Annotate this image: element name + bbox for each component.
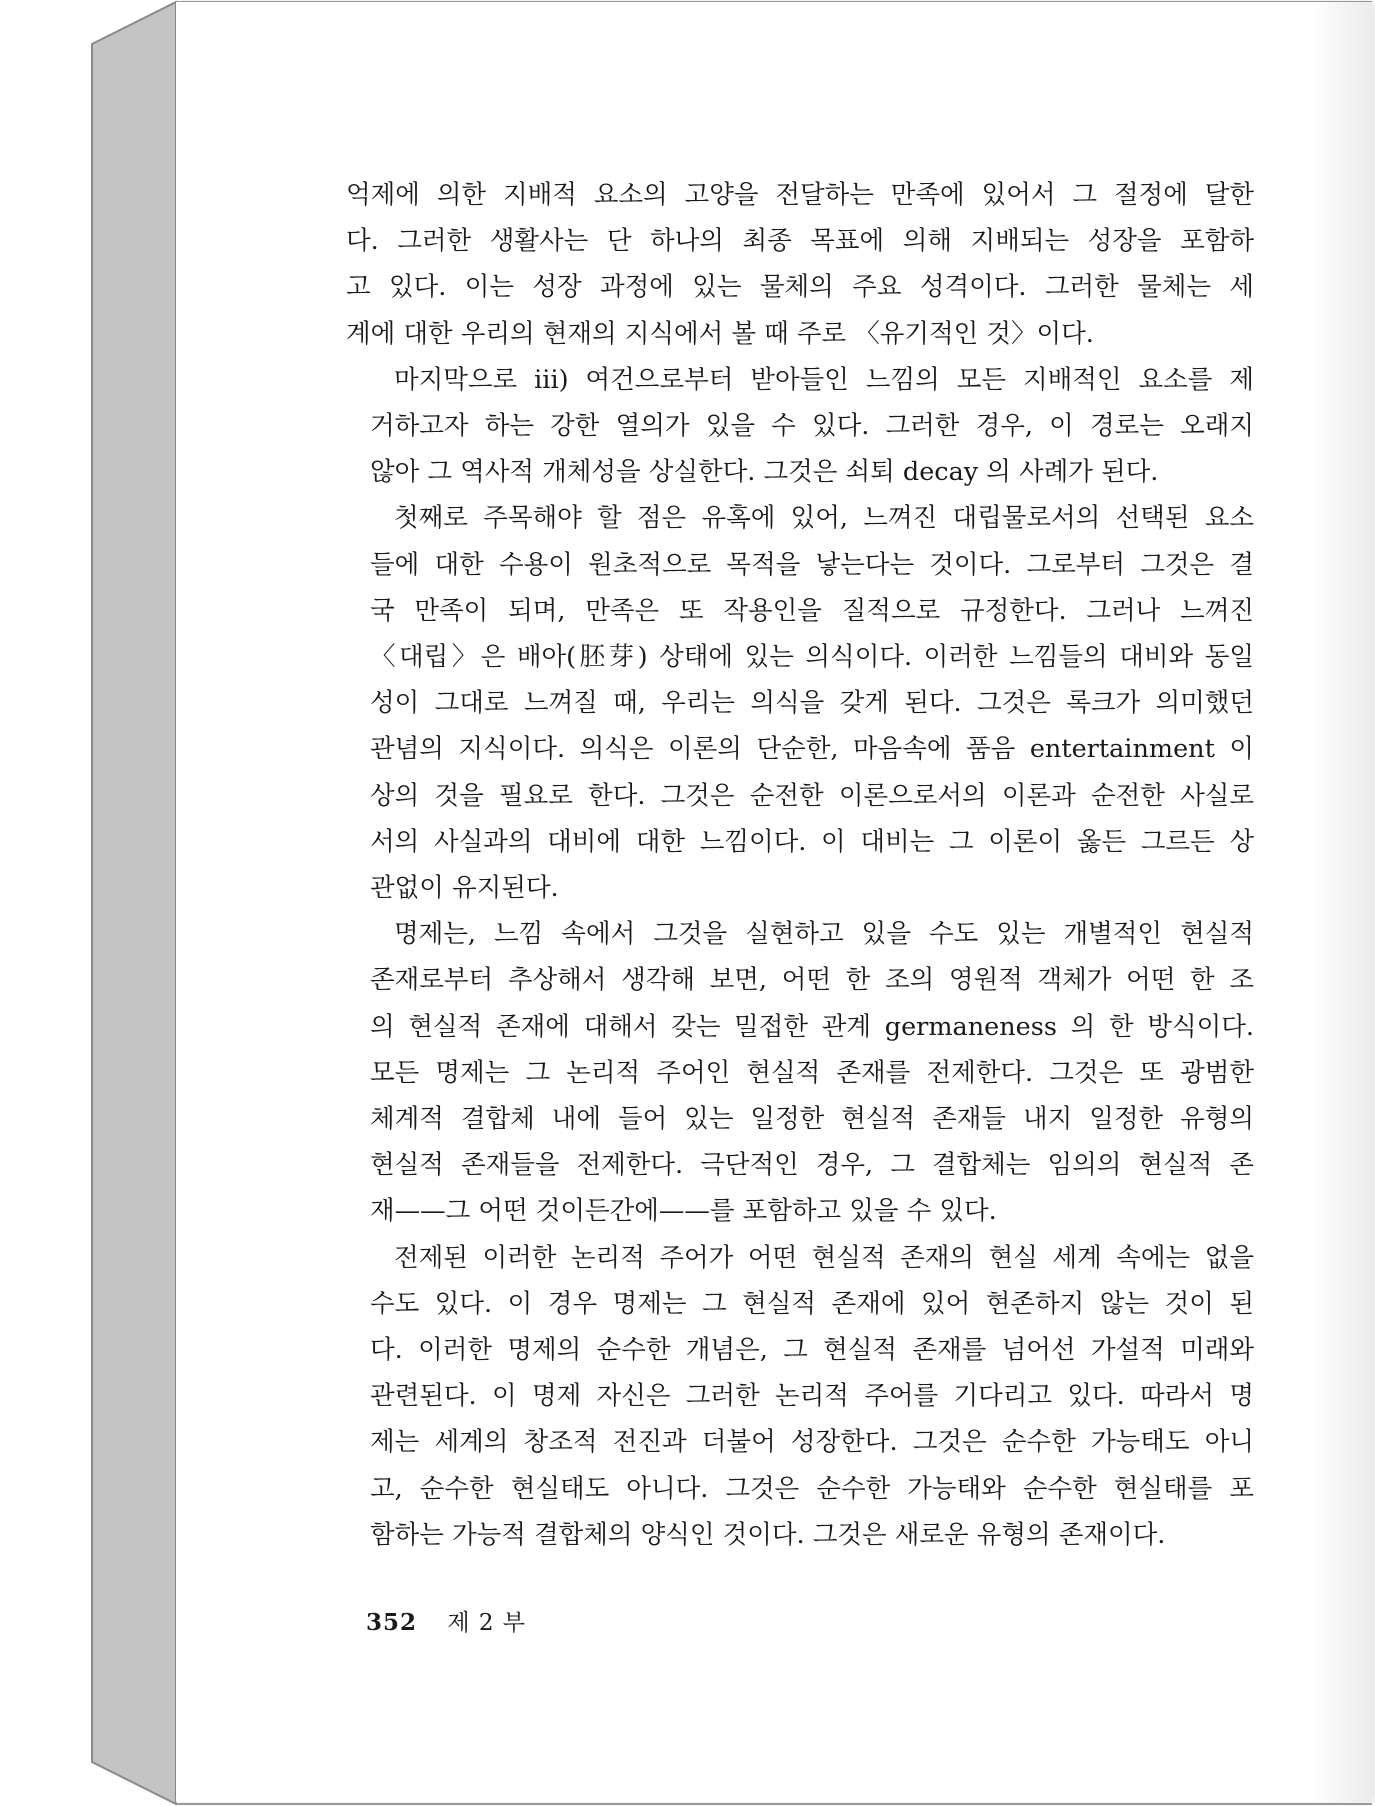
text-line: 의 현실적 존재에 대해서 갖는 밀접한 관계 germaneness 의 한 방식이다. (370, 1011, 1254, 1042)
text-line: 고, 순수한 현실태도 아니다. 그것은 순수한 가능태와 순수한 현실태를 포 (370, 1473, 1254, 1504)
text-line: 함하는 가능적 결합체의 양식인 것이다. 그것은 새로운 유형의 존재이다. (370, 1519, 1166, 1550)
text-line: 현실적 존재들을 전제한다. 극단적인 경우, 그 결합체는 임의의 현실적 존 (370, 1150, 1254, 1181)
book-page (176, 2, 1372, 1802)
text-line: 들에 대한 수용이 원초적으로 목적을 낳는다는 것이다. 그로부터 그것은 결 (370, 549, 1254, 580)
text-line: 계에 대한 우리의 현재의 지식에서 볼 때 주로 〈유기적인 것〉이다. (346, 318, 1094, 349)
page-shade (1312, 2, 1372, 1802)
text-line: 관념의 지식이다. 의식은 이론의 단순한, 마음속에 품음 entertainment 이 (370, 734, 1254, 765)
body-text (346, 172, 1254, 1558)
part-label: 제 2 부 (447, 1610, 527, 1636)
page-footer (366, 1604, 526, 1637)
text-line: 전제된 이러한 논리적 주어가 어떤 현실적 존재의 현실 세계 속에는 없을 (394, 1242, 1254, 1273)
text-line: 재——그 어떤 것이든간에——를 포함하고 있을 수 있다. (370, 1196, 997, 1227)
text-line: 〈대립〉은 배아(胚芽) 상태에 있는 의식이다. 이러한 느낌들의 대비와 동일 (370, 642, 1254, 673)
text-line: 억제에 의한 지배적 요소의 고양을 전달하는 만족에 있어서 그 절정에 달한 (346, 180, 1254, 210)
text-line: 서의 사실과의 대비에 대한 느낌이다. 이 대비는 그 이론이 옳든 그르든 상 (370, 826, 1254, 857)
text-line: 고 있다. 이는 성장 과정에 있는 물체의 주요 성격이다. 그러한 물체는 세 (346, 272, 1254, 303)
text-line: 관련된다. 이 명제 자신은 그러한 논리적 주어를 기다리고 있다. 따라서 명 (370, 1381, 1254, 1412)
text-line: 수도 있다. 이 경우 명제는 그 현실적 존재에 있어 현존하지 않는 것이 된 (370, 1288, 1254, 1319)
paragraph-2 (346, 357, 1254, 496)
text-line: 체계적 결합체 내에 들어 있는 일정한 현실적 존재들 내지 일정한 유형의 (370, 1104, 1254, 1135)
text-line: 국 만족이 되며, 만족은 또 작용인을 질적으로 규정한다. 그러나 느껴진 (370, 595, 1254, 626)
book-edge-left (92, 2, 176, 1804)
text-line: 명제는, 느낌 속에서 그것을 실현하고 있을 수도 있는 개별적인 현실적 (394, 919, 1254, 950)
paragraph-4 (346, 911, 1254, 1234)
text-line: 상의 것을 필요로 한다. 그것은 순전한 이론으로서의 이론과 순전한 사실로 (370, 780, 1254, 811)
text-line: 다. 이러한 명제의 순수한 개념은, 그 현실적 존재를 넘어선 가설적 미래와 (370, 1335, 1254, 1366)
text-line: 존재로부터 추상해서 생각해 보면, 어떤 한 조의 영원적 객체가 어떤 한 조 (370, 965, 1254, 996)
text-line: 관없이 유지된다. (370, 873, 559, 904)
text-line: 마지막으로 iii) 여건으로부터 받아들인 느낌의 모든 지배적인 요소를 제 (394, 364, 1254, 395)
text-line: 모든 명제는 그 논리적 주어인 현실적 존재를 전제한다. 그것은 또 광범한 (370, 1057, 1254, 1088)
page-number: 352 (366, 1609, 418, 1636)
paragraph-3 (346, 495, 1254, 911)
text-line: 다. 그러한 생활사는 단 하나의 최종 목표에 의해 지배되는 성장을 포함하 (346, 226, 1254, 257)
paragraph-5 (346, 1235, 1254, 1558)
text-line: 거하고자 하는 강한 열의가 있을 수 있다. 그러한 경우, 이 경로는 오래지 (370, 411, 1254, 442)
text-line: 첫째로 주목해야 할 점은 유혹에 있어, 느껴진 대립물로서의 선택된 요소 (394, 503, 1254, 534)
text-line: 않아 그 역사적 개체성을 상실한다. 그것은 쇠퇴 decay 의 사례가 된다. (370, 457, 1159, 488)
paragraph-1 (346, 172, 1254, 357)
text-line: 제는 세계의 창조적 전진과 더불어 성장한다. 그것은 순수한 가능태도 아니 (370, 1427, 1254, 1458)
text-line: 성이 그대로 느껴질 때, 우리는 의식을 갖게 된다. 그것은 록크가 의미했던 (370, 688, 1254, 719)
